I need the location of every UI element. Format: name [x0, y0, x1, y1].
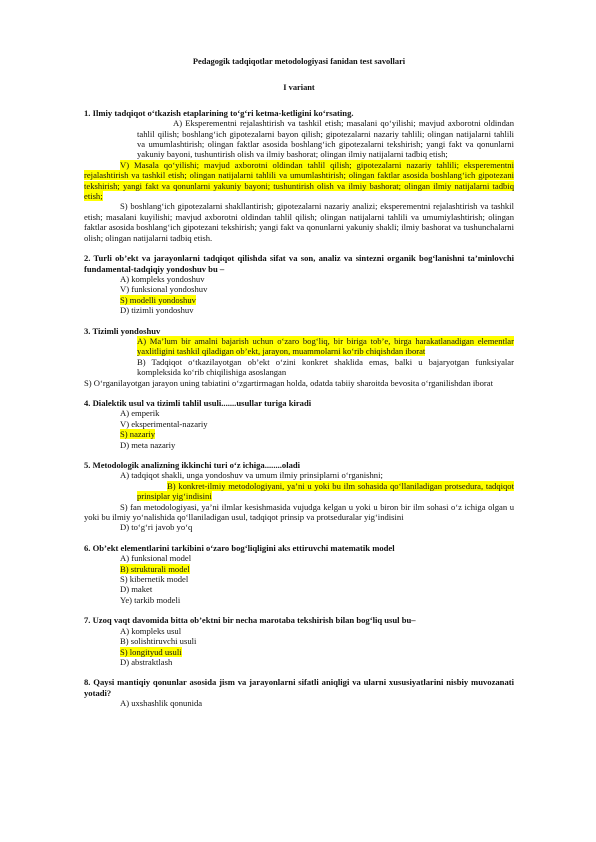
- question-text: 7. Uzoq vaqt davomida bitta ob’ektni bir necha marotaba tekshirish bilan bog‘liq usul bu–: [84, 615, 416, 626]
- question-3: [84, 326, 514, 388]
- question-1: [84, 108, 514, 243]
- answer-option-v: V) funksional yondoshuv: [120, 284, 208, 295]
- answer-option-s: S) fan metodologiyasi, ya’ni ilmlar kesishmasida vujudga kelgan u yoki u biron bir ilm sohasi o‘z ichiga olgan u yoki bu ilmiy yo‘nalishida qo‘llaniladigan usul, tadqiqot prinsip va protseduralar yig‘indisini: [84, 501, 514, 523]
- question-text: 1. Ilmiy tadqiqot o‘tkazish etaplarining to‘g‘ri ketma-ketligini ko‘rsating.: [84, 107, 354, 118]
- question-2: [84, 253, 514, 315]
- answer-option-a: A) kompleks usul: [120, 625, 182, 636]
- question-text: 4. Dialektik usul va tizimli tahlil usuli.......usullar turiga kiradi: [84, 397, 312, 408]
- document-page: [84, 57, 514, 719]
- correct-answer-highlight: V) Masala qo‘yilishi; mavjud axborotni oldindan tahlil qilish; gipotezalarni nazariy tahlili; eksperementni rejalashtirish va tashkil etish; olingan natijalarni tahlili va umumlashtirish; olingan faktlar asosida boshlang‘ich gipotezani tekshirish; yangi fakt va qonunlarni yakuniy bayoni; tushuntirish olish va ilmiy bashorat; olingan ilmiy natijalarni tadbiq etish;: [84, 159, 514, 202]
- answer-option-v: [84, 160, 514, 202]
- answer-option-d: D) maket: [120, 584, 153, 595]
- answer-option-b: B) Tadqiqot o‘tkazilayotgan ob’ekt o‘zini konkret shaklida emas, balki u bajaryotgan funksiyalar kompleksida ko‘rib chiqilishiga asoslangan: [137, 356, 514, 378]
- answer-option-a: A) funksional model: [120, 553, 192, 564]
- answer-option-s: S) O‘rganilayotgan jarayon uning tabiatini o‘zgartirmagan holda, odatda tabiiy sharoitda bevosita o‘rganilishdan iborat: [84, 377, 493, 388]
- document-title: Pedagogik tadqiqotlar metodologiyasi fanidan test savollari: [192, 57, 406, 66]
- correct-answer-highlight: A) Ma’lum bir amalni bajarish uchun o‘zaro bog‘liq, bir biriga tob’e, birga harakatlanadigan elementlar yaxlitligini tashkil qiladigan ob’ekt, jarayon, muammolarni ko‘rib chiqishdan iborat: [137, 335, 514, 357]
- correct-answer-highlight: S) nazariy: [120, 429, 156, 440]
- question-5: [84, 460, 514, 533]
- answer-option-s: [84, 295, 514, 305]
- question-text: 3. Tizimli yondoshuv: [84, 325, 161, 336]
- answer-option-s: [84, 429, 514, 439]
- answer-option-a: A) Eksperementni rejalashtirish va tashkil etish; masalani qo‘yilishi; mavjud axborotni oldindan tahlil qilish; boshlang‘ich gipotezalarni bayon qilish; gipotezalarni nazariy tahlili; olingan natijalarni tahlili va umumlashtirish; olingan faktlar asosida boshlang‘ich gipotezalarni tekshirish; yangi fakt va qonunlarni yakuniy bayoni, tushuntirish olish va ilmiy bashorat; olingan ilmiy natijalarni tadbiq etish;: [137, 118, 514, 160]
- correct-answer-highlight: S) longityud usuli: [120, 646, 182, 657]
- answer-option-d: D) tizimli yondoshuv: [120, 305, 194, 316]
- question-text: 8. Qaysi mantiqiy qonunlar asosida jism va jarayonlarni sifatli aniqligi va ularni xususiyatlarini nisbiy muvozanati yotadi?: [84, 677, 514, 698]
- correct-answer-highlight: B) strukturali model: [120, 563, 190, 574]
- question-6: [84, 543, 514, 605]
- answer-option-a: A) uxshashlik qonunida: [120, 698, 203, 709]
- answer-option-v: V) eksperimental-nazariy: [120, 418, 208, 429]
- answer-option-d: D) meta nazariy: [120, 439, 176, 450]
- answer-option-s: S) kibernetik model: [120, 574, 189, 585]
- variant-heading: I variant: [283, 83, 315, 93]
- answer-option-s: S) boshlang‘ich gipotezalarni shakllantirish; gipotezalarni nazariy analizi; eksperementni rejalashtirish va tashkil etish; masalani kuyilishi; mavjud axborotni oldindan tahlil qilish; olingan natijalarni tahlili va umumiylashtirish; olingan faktlar asosida boshlang‘ich gipotezani tekshirish; yangi fakt va qonunlarni yakuniy shakli; ilmiy bashorat va tushunchalarni olish; olingan natijalarni tadbiq etish.: [84, 201, 514, 243]
- answer-option-a: A) tadqiqot shakli, unga yondoshuv va umum ilmiy prinsiplarni o‘rganishni;: [120, 470, 383, 481]
- answer-option-b: B) solishtiruvchi usuli: [120, 636, 197, 647]
- answer-option-d: D) to‘g‘ri javob yo‘q: [120, 522, 193, 533]
- answer-option-b: [84, 564, 514, 574]
- answer-option-d: D) abstraktlash: [120, 656, 173, 667]
- answer-option-b: [84, 481, 514, 502]
- answer-option-a: A) emperik: [120, 408, 160, 419]
- question-7: [84, 615, 514, 667]
- question-text: 2. Turli ob’ekt va jarayonlarni tadqiqot qilishda sifat va son, analiz va sintezni organik bog‘lanishni ta’minlovchi fundamental-tadqiqiy yondoshuv bu –: [84, 253, 514, 274]
- answer-option-ye: Ye) tarkib modeli: [120, 594, 181, 605]
- correct-answer-highlight: B) konkret-ilmiy metodologiyani, ya’ni u yoki bu ilm sohasida qo‘llaniladigan protsedura, tadqiqot prinsiplar yig‘indisini: [137, 480, 514, 502]
- question-8: [84, 677, 514, 708]
- question-text: 5. Metodologik analizning ikkinchi turi o‘z ichiga........oladi: [84, 460, 301, 470]
- answer-option-a: A) kompleks yondoshuv: [120, 273, 205, 284]
- answer-option-s: [84, 647, 514, 657]
- correct-answer-highlight: S) modelli yondoshuv: [120, 294, 196, 305]
- question-4: [84, 398, 514, 450]
- question-text: 6. Ob’ekt elementlarini tarkibini o‘zaro bog‘liqligini aks ettiruvchi matematik model: [84, 542, 395, 553]
- answer-option-a: [84, 336, 514, 357]
